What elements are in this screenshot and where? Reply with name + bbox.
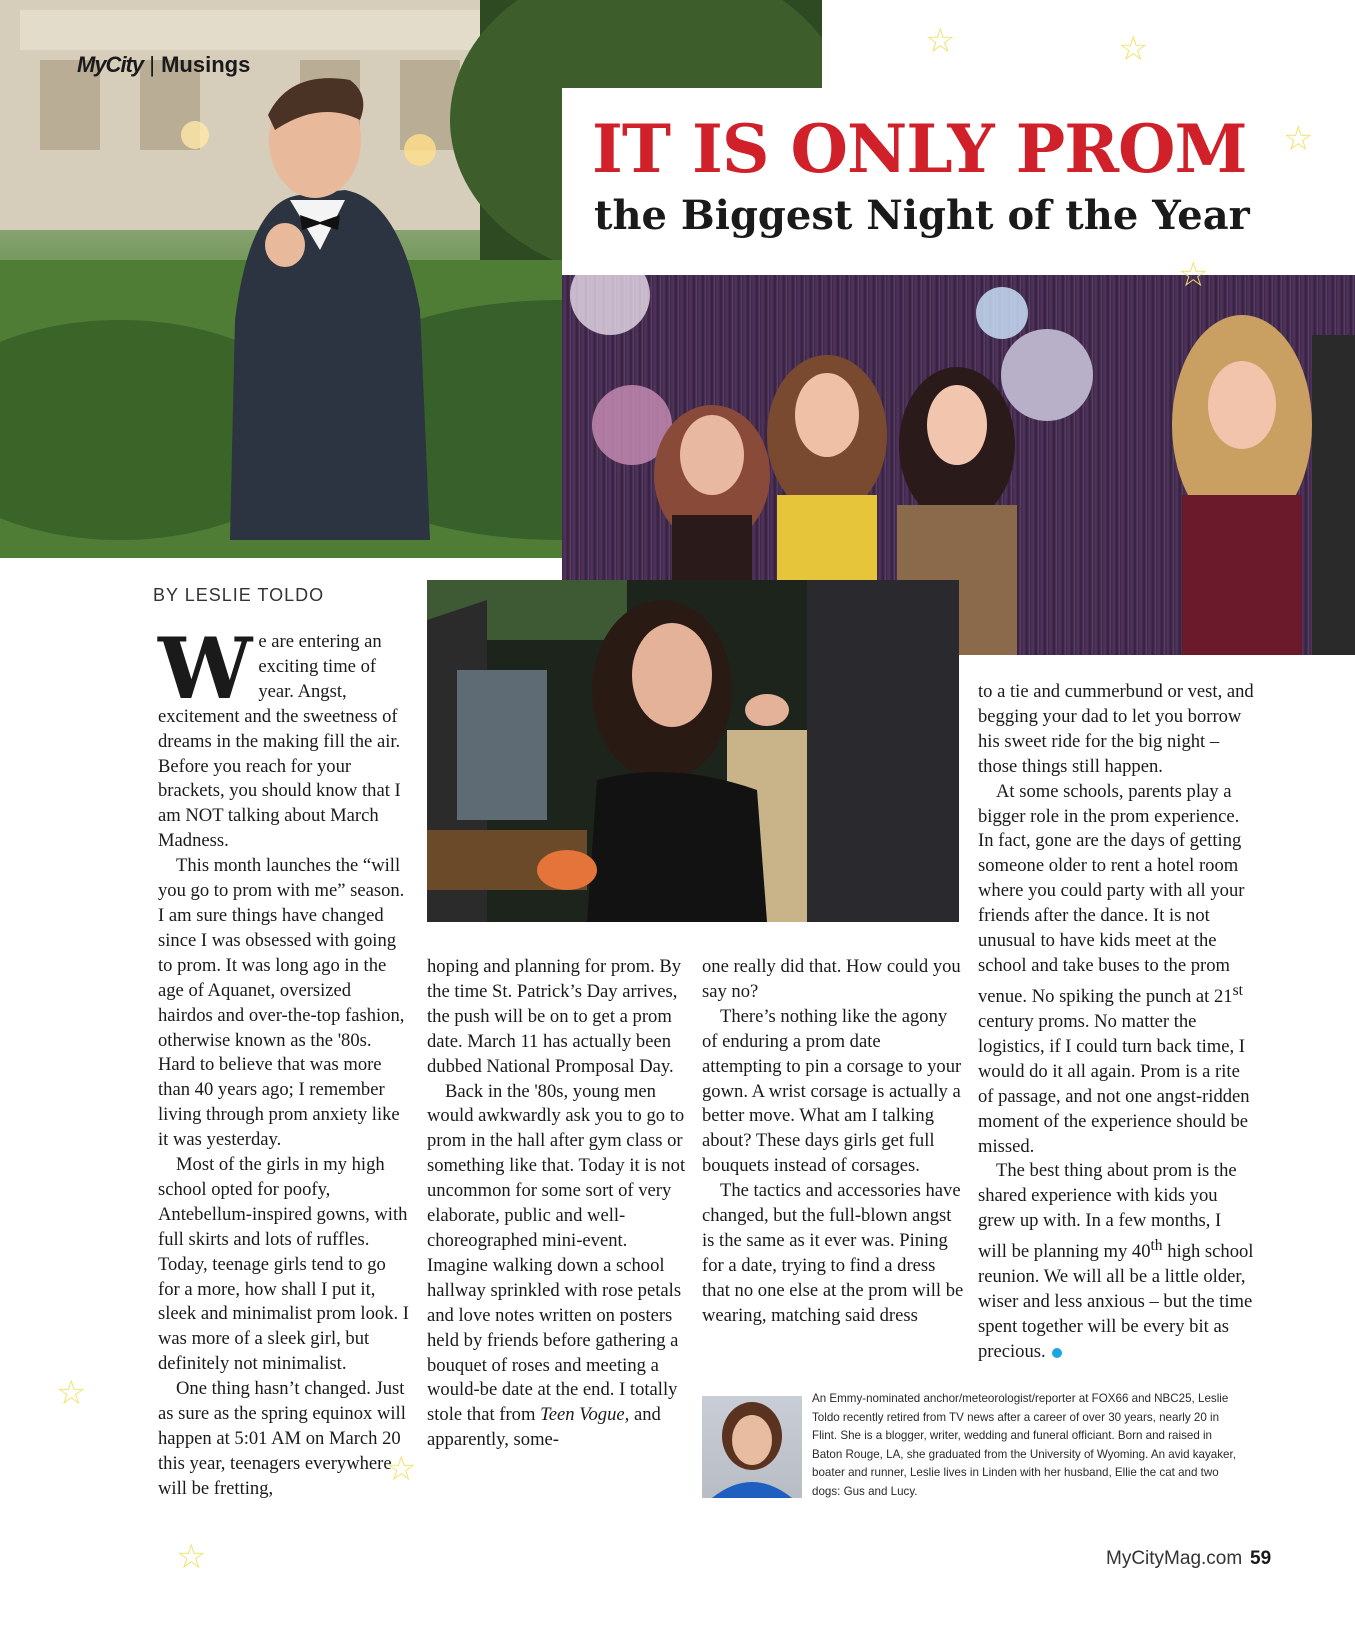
paragraph: one really did that. How could you say no? [702, 956, 961, 1002]
author-photo [702, 1396, 802, 1498]
top-right-margin [822, 0, 1355, 88]
paragraph: At some schools, parents play a bigger role in the prom experience. In fact, gone are the days of getting someone older to rent a hotel room where you could party with all your friends after the dance. It is not unusual to have kids meet at the school and take buses to the prom venue. No spiking the punch at 21st century proms. No matter the logistics, if I could turn back time, I would do it all again. Prom is a rite of passage, and not one angst-ridden moment of the experience should be missed. [978, 780, 1250, 1157]
article-column-2 [427, 955, 687, 1453]
article-column-1 [158, 619, 410, 1502]
paragraph: hoping and planning for prom. By the time St. Patrick’s Day arrives, the push will be on to get a prom date. March 11 has actually been dubbed National Promposal Day. [427, 956, 682, 1077]
star-icon: ☆ [386, 1449, 417, 1489]
subheadline: the Biggest Night of the Year [594, 192, 1250, 239]
page-number: 59 [1250, 1548, 1272, 1569]
paragraph: The best thing about prom is the shared experience with kids you grew up with. In a few months, I will be planning my 40th high school reunion. We will all be a little older, wiser and less anxious – but the time spent together will be every bit as precious. [978, 1160, 1254, 1362]
paragraph: This month launches the “will you go to prom with me” season. I am sure things have changed since I was obsessed with going to prom. It was long ago in the age of Aquanet, oversized hairdos and over-the-top fashion, otherwise known as the '80s. Hard to believe that was more than 40 years ago; I remember living through prom anxiety like it was yesterday. [158, 855, 405, 1151]
article-column-4 [978, 680, 1254, 1365]
italic-source: Teen Vogue, [540, 1404, 630, 1426]
star-icon: ☆ [1283, 119, 1314, 159]
byline: BY LESLIE TOLDO [153, 585, 325, 605]
paragraph: Back in the '80s, young men would awkwardly ask you to go to prom in the hall after gym class or something like that. Today it is not uncommon for some sort of very elaborate, public and well-choreographed mini-event. Imagine walking down a school hallway sprinkled with rose petals and love notes written on posters held by friends before gathering a bouquet of roses and meeting a would-be date at the end. I totally stole that from Teen Vogue, and apparently, some- [427, 1080, 686, 1451]
author-bio: An Emmy-nominated anchor/meteorologist/reporter at FOX66 and NBC25, Leslie Toldo recently retired from TV news after a career of over 30 years, nearly 20 in Flint. She is a blogger, writer, wedding and funeral officiant. Born and raised in Baton Rouge, LA, she graduated from the University of Wyoming. An avid kayaker, boater and runner, Leslie lives in Linden with her husband, Ellie the cat and two dogs: Gus and Lucy. [812, 1392, 1236, 1498]
star-icon: ☆ [176, 1537, 207, 1577]
photo-limo-girl [427, 580, 959, 922]
paragraph: There’s nothing like the agony of enduring a prom date attempting to pin a corsage to your gown. A wrist corsage is actually a better move. What am I talking about? These days girls get full bouquets instead of corsages. [702, 1005, 962, 1177]
end-mark-icon [1052, 1348, 1062, 1358]
footer-website: MyCityMag.com [1106, 1548, 1243, 1569]
star-icon: ☆ [56, 1373, 87, 1413]
star-icon: ☆ [925, 21, 956, 61]
section-header [77, 52, 250, 78]
brand-logo: MyCity [77, 52, 144, 77]
article-column-3 [702, 955, 964, 1329]
star-icon: ☆ [1178, 255, 1209, 295]
header-separator: | [149, 52, 155, 77]
paragraph: The tactics and accessories have changed, but the full-blown angst is the same as it ever was. Pining for a date, trying to find a dress that no one else at the prom will be wearing, matching said dress [702, 1180, 964, 1326]
paragraph: to a tie and cummerbund or vest, and begging your dad to let you borrow his sweet ride for the big night – those things still happen. [978, 681, 1254, 777]
headline: IT IS ONLY PROM [592, 110, 1247, 188]
section-name: Musings [161, 52, 251, 77]
paragraph: Most of the girls in my high school opted for poofy, Antebellum-inspired gowns, with full skirts and lots of ruffles. Today, teenage girls tend to go for a more, how shall I put it, sleek and minimalist prom look. I was more of a sleek girl, but definitely not minimalist. [158, 1154, 409, 1375]
star-icon: ☆ [1118, 29, 1149, 69]
paragraph: We are entering an exciting time of year. Angst, excitement and the sweetness of dreams in the making fill the air. Before you reach for your brackets, you should know that I am NOT talking about March Madness. [158, 619, 401, 852]
drop-cap: W [158, 619, 253, 718]
paragraph: One thing hasn’t changed. Just as sure as the spring equinox will happen at 5:01 AM on March 20 this year, teenagers everywhere will be fretting, [158, 1378, 406, 1499]
